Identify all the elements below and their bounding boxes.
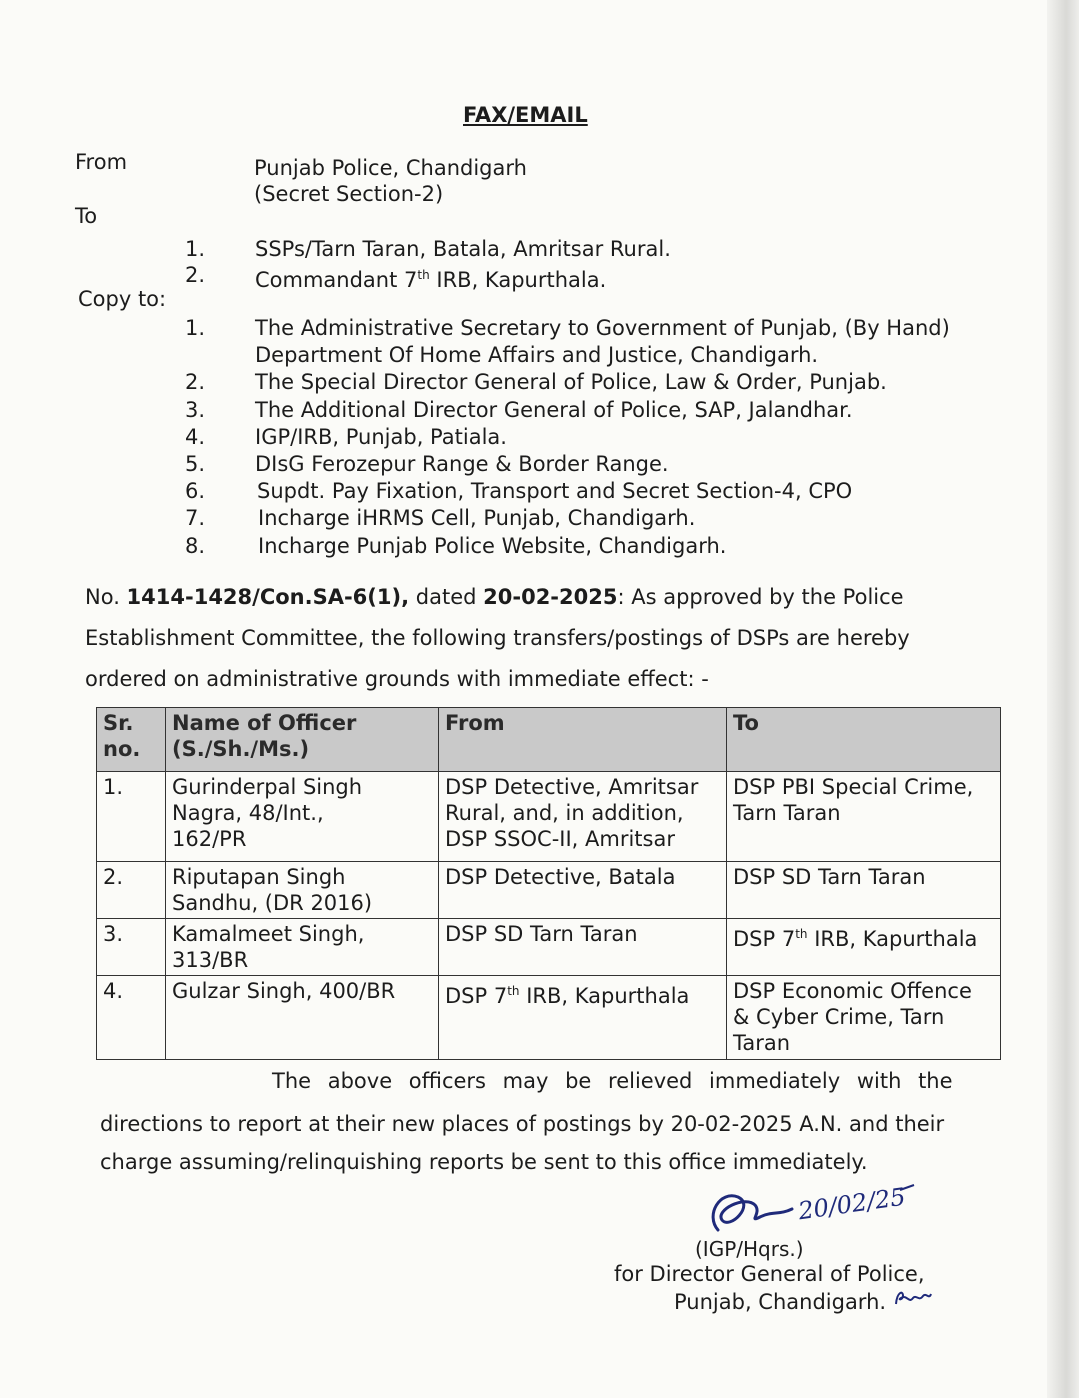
copy-item-text: Supdt. Pay Fixation, Transport and Secret Section-4, CPO [257,479,853,504]
cell-from [439,772,727,862]
cell-from [439,976,727,1060]
cell-to [727,919,1001,976]
copy-item-num: 8. [184,533,205,558]
signatory-place: Punjab, Chandigarh. [674,1290,887,1314]
cell-sr: 3. [97,919,166,976]
copy-item-num: 5. [184,452,205,477]
cell-text-post: IRB, Kapurthala [519,984,690,1008]
copy-to-list [175,315,950,560]
cell-line: DSP Economic Offence [733,979,972,1003]
cell-sr: 2. [97,862,166,919]
copy-item [175,478,950,505]
copy-item [175,505,950,532]
copy-item-num: 2. [184,370,205,395]
page-edge-shadow [1047,0,1079,1398]
copy-item-text: DIsG Ferozepur Range & Border Range. [255,452,669,477]
header-sr [97,708,166,772]
superscript: th [417,268,430,282]
cell-line: Kamalmeet Singh, [172,922,365,946]
copy-item-num [175,342,205,369]
order-line-3: ordered on administrative grounds with immediate effect: - [85,667,709,691]
copy-item [175,369,950,396]
cell-line: Taran [733,1031,791,1055]
closing-line-1: The above officers may be relieved immediately with the [272,1069,953,1093]
table-header-row [97,708,1001,772]
superscript: th [795,927,808,941]
cell-line: Sandhu, (DR 2016) [172,891,373,915]
to-label: To [75,204,98,228]
cell-line: Tarn Taran [733,801,841,825]
copy-item-text: The Special Director General of Police, Law & Order, Punjab. [255,370,887,395]
document-title: FAX/EMAIL [463,103,588,127]
header-sr-line-2: no. [103,737,141,761]
copy-item [175,397,950,424]
copy-item [175,451,950,478]
cell-text-pre: DSP 7 [445,984,508,1008]
copy-item-num: 6. [184,479,205,504]
initials-scribble [893,1286,933,1310]
to-item-num: 2. [184,263,205,287]
signatory-designation: (IGP/Hqrs.) [695,1237,804,1261]
to-list [175,236,671,293]
order-line-1-rest: : As approved by the Police [617,585,904,609]
order-paragraph [85,577,910,700]
copy-item-text: The Administrative Secretary to Government of Punjab, (By Hand) [255,316,950,340]
header-to: To [727,708,1001,772]
cell-to [727,772,1001,862]
cell-sr: 4. [97,976,166,1060]
signature-date: 20/02/25 [796,1182,908,1226]
cell-line: DSP Detective, Batala [445,865,676,889]
to-item-text-post: IRB, Kapurthala. [429,268,607,292]
copy-item-text: The Additional Director General of Police, SAP, Jalandhar. [255,397,853,422]
cell-name [166,919,439,976]
copy-item-text: Incharge iHRMS Cell, Punjab, Chandigarh. [258,506,696,531]
cell-line: Riputapan Singh [172,865,346,889]
header-from: From [439,708,727,772]
transfers-table [96,707,1001,1060]
to-item-1 [175,236,671,262]
cell-line: Gurinderpal Singh [172,775,363,799]
closing-line-2: directions to report at their new places of postings by 20-02-2025 A.N. and their [100,1112,945,1136]
to-item-num: 1. [184,237,205,261]
copy-item-num: 1. [184,316,205,340]
copy-item-num: 3. [184,397,205,422]
superscript: th [507,984,520,998]
cell-from [439,862,727,919]
to-item-text [255,262,606,293]
cell-name [166,772,439,862]
cell-line: DSP Detective, Amritsar [445,775,699,799]
cell-to [727,862,1001,919]
closing-line-3: charge assuming/relinquishing reports be sent to this office immediately. [100,1150,868,1174]
cell-line: Nagra, 48/Int., [172,801,324,825]
to-item-text-pre: Commandant 7 [255,268,418,292]
from-label: From [75,150,128,174]
copy-item [175,424,950,451]
order-line-2: Establishment Committee, the following transfers/postings of DSPs are hereby [85,626,910,650]
copy-item [175,315,950,342]
cell-text-pre: DSP 7 [733,927,796,951]
copy-item [175,342,950,369]
order-line-1 [85,577,910,618]
cell-line: 162/PR [172,827,247,851]
cell-line: DSP PBI Special Crime, [733,775,974,799]
order-prefix: No. [85,585,127,609]
header-name-line-2: (S./Sh./Ms.) [172,737,310,761]
order-number: 1414-1428/Con.SA-6(1), [126,585,410,609]
copy-item-text: Department Of Home Affairs and Justice, Chandigarh. [255,343,819,368]
table-row [97,976,1001,1060]
from-block [254,155,527,207]
table-row [97,772,1001,862]
cell-line: DSP SD Tarn Taran [445,922,638,946]
order-date: 20-02-2025 [483,585,618,609]
cell-text-post: IRB, Kapurthala [807,927,978,951]
copy-item-text: Incharge Punjab Police Website, Chandigarh. [258,533,727,558]
from-line-2: (Secret Section-2) [254,182,444,206]
to-item-text: SSPs/Tarn Taran, Batala, Amritsar Rural. [255,237,671,261]
copy-item-text: IGP/IRB, Punjab, Patiala. [255,424,507,449]
header-sr-line-1: Sr. [103,711,134,735]
cell-from [439,919,727,976]
from-line-1: Punjab Police, Chandigarh [254,156,527,180]
cell-name [166,976,439,1060]
cell-sr: 1. [97,772,166,862]
table-row [97,919,1001,976]
order-dated-label: dated [409,585,484,609]
copy-item [175,533,950,560]
copy-item-num: 4. [184,424,205,449]
cell-line: Gulzar Singh, 400/BR [172,979,396,1003]
copy-to-label: Copy to: [78,287,167,311]
cell-line: DSP SSOC-II, Amritsar [445,827,675,851]
to-item-2 [175,262,671,293]
header-name-line-1: Name of Officer [172,711,357,735]
copy-item-num: 7. [184,506,205,531]
cell-line: & Cyber Crime, Tarn [733,1005,945,1029]
table-row [97,862,1001,919]
cell-to [727,976,1001,1060]
cell-line: DSP SD Tarn Taran [733,865,926,889]
cell-line: 313/BR [172,948,249,972]
signatory-for-line: for Director General of Police, [614,1262,925,1286]
cell-line: Rural, and, in addition, [445,801,684,825]
header-name [166,708,439,772]
cell-name [166,862,439,919]
